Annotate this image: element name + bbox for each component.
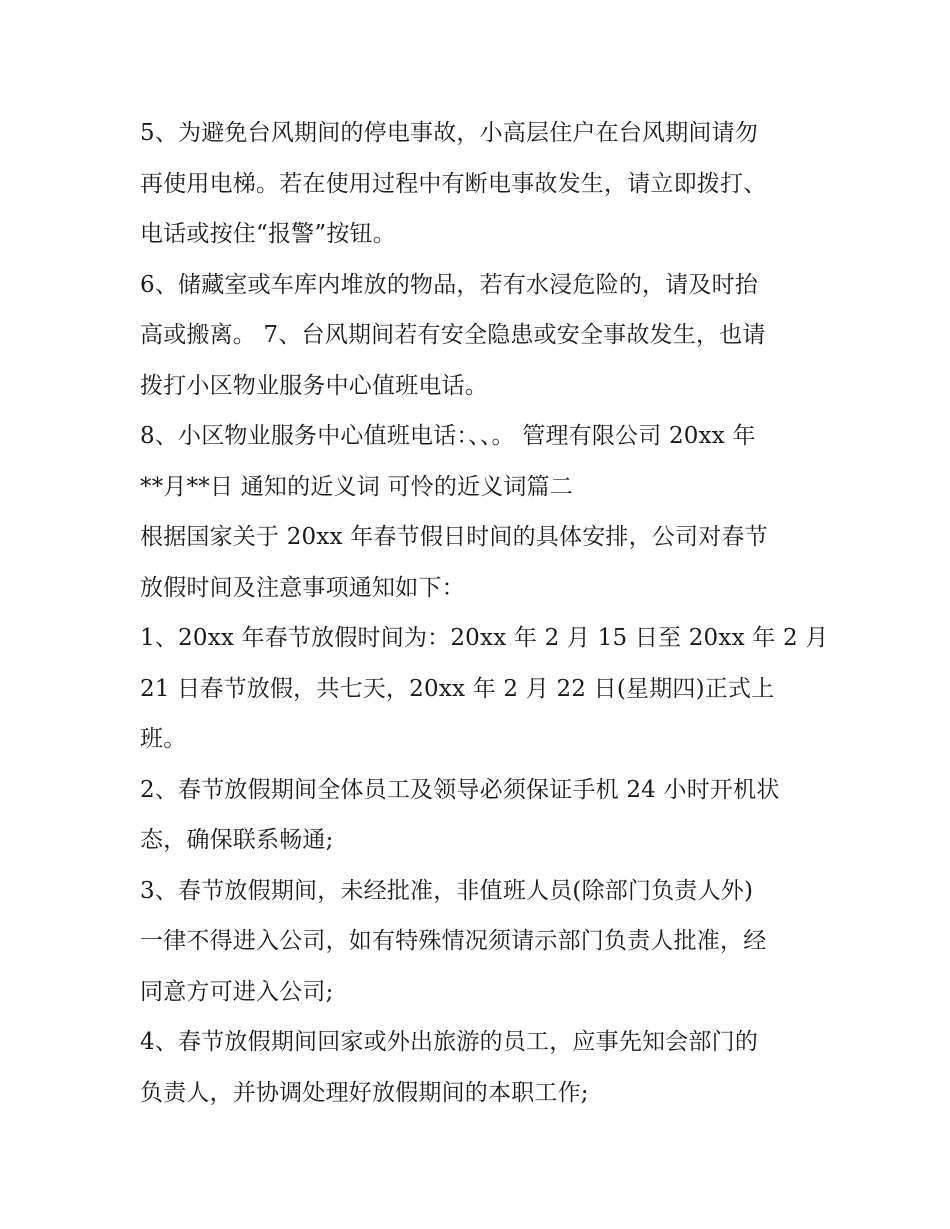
text-line: 电话或按住“报警”按钮。 bbox=[140, 221, 396, 247]
text-line: 21 日春节放假，共七天，20xx 年 2 月 22 日(星期四)正式上 bbox=[140, 675, 775, 702]
text-line: 负责人，并协调处理好放假期间的本职工作; bbox=[140, 1079, 589, 1106]
text-line: 1、20xx 年春节放假时间为：20xx 年 2 月 15 日至 20xx 年 2 月 bbox=[140, 625, 829, 651]
text-line: **月**日 通知的近义词 可怜的近义词篇二 bbox=[140, 473, 574, 500]
text-line: 8、小区物业服务中心值班电话：、、。 管理有限公司 20xx 年 bbox=[140, 423, 756, 449]
document-body bbox=[140, 108, 829, 1118]
text-line: 再使用电梯。若在使用过程中有断电事故发生，请立即拨打、 bbox=[140, 170, 767, 197]
text-line: 放假时间及注意事项通知如下： bbox=[140, 574, 465, 601]
text-line: 班。 bbox=[140, 726, 187, 752]
text-line: 同意方可进入公司; bbox=[140, 978, 334, 1005]
text-line: 高或搬离。 7、台风期间若有安全隐患或安全事故发生，也请 bbox=[140, 322, 766, 348]
text-line: 态，确保联系畅通; bbox=[140, 827, 334, 853]
text-line: 拨打小区物业服务中心值班电话。 bbox=[140, 372, 488, 399]
text-line: 根据国家关于 20xx 年春节假日时间的具体安排，公司对春节 bbox=[140, 524, 768, 550]
text-line: 4、春节放假期间回家或外出旅游的员工，应事先知会部门的 bbox=[140, 1029, 759, 1055]
text-line: 2、春节放假期间全体员工及领导必须保证手机 24 小时开机状 bbox=[140, 776, 780, 803]
text-line: 6、储藏室或车库内堆放的物品，若有水浸危险的，请及时抬 bbox=[140, 271, 759, 298]
text-line: 一律不得进入公司，如有特殊情况须请示部门负责人批准，经 bbox=[140, 928, 767, 954]
text-line: 5、为避免台风期间的停电事故，小高层住户在台风期间请勿 bbox=[140, 120, 759, 146]
text-line: 3、春节放假期间，未经批准，非值班人员(除部门负责人外) bbox=[140, 877, 754, 904]
